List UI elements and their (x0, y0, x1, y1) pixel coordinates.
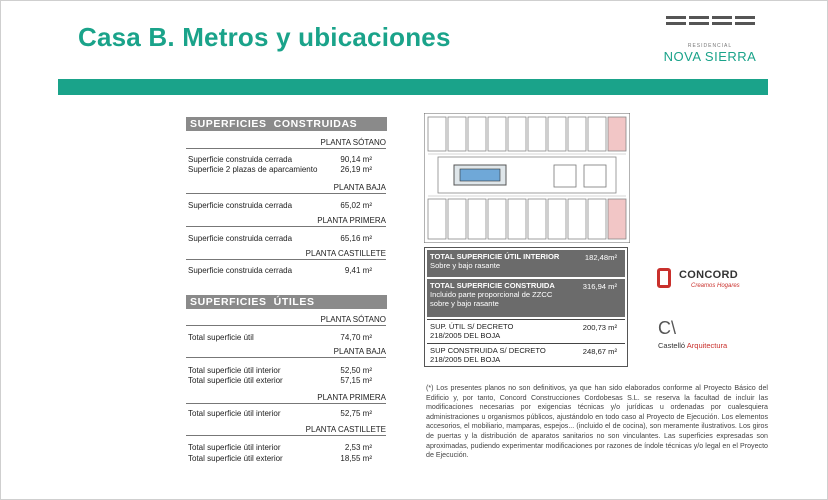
table-row: Total superficie útil 74,70 m² (188, 333, 372, 342)
page-title: Casa B. Metros y ubicaciones (78, 22, 451, 52)
table-row: Total superficie útil interior 52,75 m² (188, 409, 372, 418)
subheader-sotano: PLANTA SÓTANO (186, 315, 386, 326)
subheader-baja: PLANTA BAJA (186, 347, 386, 358)
sup-construida-decreto: SUP CONSTRUIDA S/ DECRETO 218/2005 DEL BOJA 248,67 m² (427, 343, 625, 365)
subheader-castillete: PLANTA CASTILLETE (186, 249, 386, 260)
logo-subtitle: RESIDENCIAL (687, 43, 733, 49)
disclaimer-notes: (*) Los presentes planos no son definitivos, ya que han sido elaborados conforme al Proyecto Básico del Edificio y, por tanto, Concord Construcciones Cordobesas S.L. se reserva la facultad de incluir las modificaciones necesarias por exigencias técnicas y/o jurídicas u ordenadas por cualesquiera administraciones u organismos públicos, ajustándolo en todo caso al Proyecto de Ejecución. Los elementos accesorios, el mobiliario, mamparas, espejos... (incluido el de cocina), son meramente ilustrativos. Los giros de puertas y la distribución de aparatos sanitarios no son vinculantes. Las superficies expresadas son aproximadas, pudiendo experimentar modificaciones por razones de índole técnicas y/o legal en el Proyecto de Ejecución. (426, 384, 768, 460)
table-row: Superficie construida cerrada 90,14 m² (188, 155, 372, 164)
floor-plan-image (424, 113, 630, 243)
table-row: Total superficie útil interior 2,53 m² (188, 443, 372, 452)
section-header-utiles: SUPERFICIES ÚTILES (186, 295, 387, 309)
subheader-sotano: PLANTA SÓTANO (186, 138, 386, 149)
subheader-castillete: PLANTA CASTILLETE (186, 425, 386, 436)
logo-name: NOVA SIERRA (663, 49, 757, 64)
table-row: Superficie construida cerrada 65,16 m² (188, 234, 372, 243)
table-row: Total superficie útil exterior 18,55 m² (188, 454, 372, 463)
castello-logo: C\ Castelló Arquitectura (658, 318, 728, 350)
subheader-primera: PLANTA PRIMERA (186, 216, 386, 227)
logo-bars-icon (655, 16, 765, 19)
table-row: Superficie construida cerrada 65,02 m² (188, 201, 372, 210)
concord-mark-icon (657, 268, 671, 288)
totals-box (424, 247, 628, 367)
subheader-primera: PLANTA PRIMERA (186, 393, 386, 404)
total-construida: TOTAL SUPERFICIE CONSTRUIDA Incluido parte proporcional de ZZCC sobre y bajo rasante 316,94 m² (427, 279, 625, 317)
nova-sierra-logo (655, 14, 765, 74)
table-row: Superficie 2 plazas de aparcamiento 26,19 m² (188, 165, 372, 174)
castello-mark-icon: C\ (658, 318, 676, 338)
table-row: Total superficie útil interior 52,50 m² (188, 366, 372, 375)
accent-bar (58, 79, 768, 95)
section-header-construidas: SUPERFICIES CONSTRUIDAS (186, 117, 387, 131)
sup-util-decreto: SUP. ÚTIL S/ DECRETO 218/2005 DEL BOJA 200,73 m² (427, 319, 625, 343)
subheader-baja: PLANTA BAJA (186, 183, 386, 194)
table-row: Total superficie útil exterior 57,15 m² (188, 376, 372, 385)
total-util-interior: TOTAL SUPERFICIE ÚTIL INTERIOR Sobre y bajo rasante 182,48m² (427, 250, 625, 277)
table-row: Superficie construida cerrada 9,41 m² (188, 266, 372, 275)
